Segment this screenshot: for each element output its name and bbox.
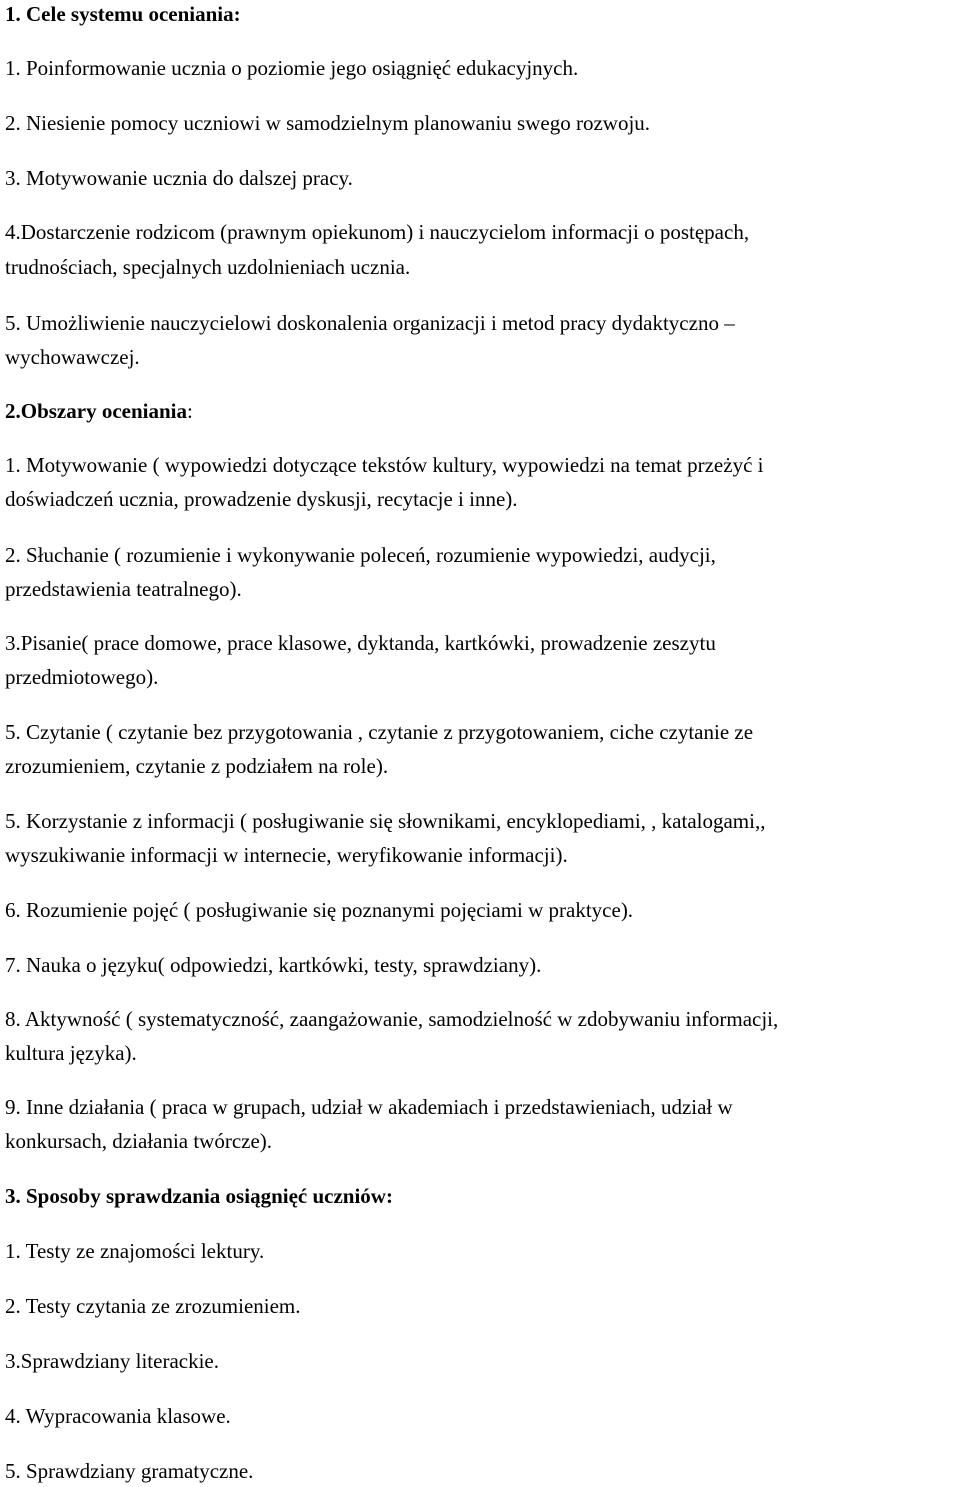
area-item-2-line-1: 2. Słuchanie ( rozumienie i wykonywanie poleceń, rozumienie wypowiedzi, audycji,: [5, 543, 716, 567]
area-item-8-line-1: 8. Aktywność ( systematyczność, zaangażowanie, samodzielność w zdobywaniu informacji,: [5, 1007, 779, 1031]
area-item-5-line-2: wyszukiwanie informacji w internecie, weryfikowanie informacji).: [5, 843, 568, 867]
method-item-5: 5. Sprawdziany gramatyczne.: [5, 1459, 254, 1483]
goal-item-4-line-2: trudnościach, specjalnych uzdolnieniach ucznia.: [5, 255, 411, 279]
area-item-2-line-2: przedstawienia teatralnego).: [5, 577, 242, 601]
area-item-9-line-1: 9. Inne działania ( praca w grupach, udział w akademiach i przedstawieniach, udział w: [5, 1095, 733, 1119]
area-item-9-line-2: konkursach, działania twórcze).: [5, 1129, 273, 1153]
section-heading-goals: 1. Cele systemu oceniania:: [5, 2, 241, 26]
area-item-6: 6. Rozumienie pojęć ( posługiwanie się poznanymi pojęciami w praktyce).: [5, 898, 634, 922]
goal-item-4-line-1: 4.Dostarczenie rodzicom (prawnym opiekunom) i nauczycielom informacji o postępach,: [5, 220, 750, 244]
section-heading-areas-colon: :: [187, 399, 193, 423]
area-item-1-line-1: 1. Motywowanie ( wypowiedzi dotyczące tekstów kultury, wypowiedzi na temat przeżyć i: [5, 453, 764, 477]
area-item-4-line-2: zrozumieniem, czytanie z podziałem na role).: [5, 754, 389, 778]
method-item-2: 2. Testy czytania ze zrozumieniem.: [5, 1294, 301, 1318]
goal-item-1: 1. Poinformowanie ucznia o poziomie jego osiągnięć edukacyjnych.: [5, 56, 579, 80]
area-item-3-line-2: przedmiotowego).: [5, 665, 159, 689]
area-item-5-line-1: 5. Korzystanie z informacji ( posługiwanie się słownikami, encyklopediami, , katalogami,,: [5, 809, 766, 833]
area-item-7: 7. Nauka o języku( odpowiedzi, kartkówki, testy, sprawdziany).: [5, 953, 542, 977]
goal-item-5-line-2: wychowawczej.: [5, 345, 140, 369]
section-heading-methods: 3. Sposoby sprawdzania osiągnięć uczniów:: [5, 1184, 393, 1208]
goal-item-2: 2. Niesienie pomocy uczniowi w samodzielnym planowaniu swego rozwoju.: [5, 111, 651, 135]
goal-item-5-line-1: 5. Umożliwienie nauczycielowi doskonalenia organizacji i metod pracy dydaktyczno –: [5, 311, 735, 335]
section-heading-areas: [5, 399, 193, 423]
method-item-1: 1. Testy ze znajomości lektury.: [5, 1239, 265, 1263]
area-item-8-line-2: kultura języka).: [5, 1041, 137, 1065]
area-item-1-line-2: doświadczeń ucznia, prowadzenie dyskusji, recytacje i inne).: [5, 487, 518, 511]
goal-item-3: 3. Motywowanie ucznia do dalszej pracy.: [5, 166, 353, 190]
method-item-4: 4. Wypracowania klasowe.: [5, 1404, 231, 1428]
area-item-4-line-1: 5. Czytanie ( czytanie bez przygotowania , czytanie z przygotowaniem, ciche czytanie ze: [5, 720, 754, 744]
area-item-3-line-1: 3.Pisanie( prace domowe, prace klasowe, dyktanda, kartkówki, prowadzenie zeszytu: [5, 631, 716, 655]
section-heading-areas-bold: 2.Obszary oceniania: [5, 399, 187, 423]
method-item-3: 3.Sprawdziany literackie.: [5, 1349, 219, 1373]
